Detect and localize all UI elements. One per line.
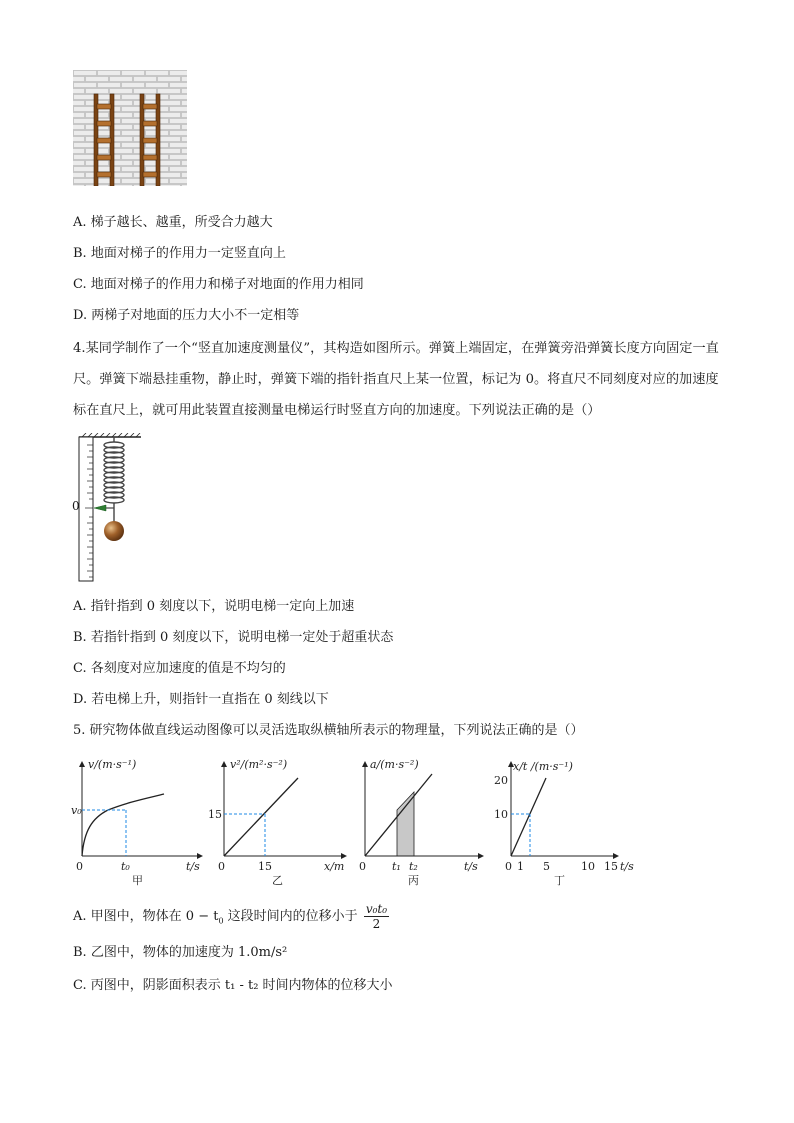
q4-option-a: A. 指针指到 0 刻度以下，说明电梯一定向上加速 — [73, 599, 355, 614]
ding-line — [511, 778, 546, 856]
bing-caption: 丙 — [408, 874, 419, 886]
bing-ylabel: a/(m·s⁻²) — [370, 758, 419, 771]
fraction-numerator: v₀t₀ — [365, 902, 388, 916]
q5-option-b: B. 乙图中，物体的加速度为 1.0m/s² — [73, 945, 288, 960]
bing-shaded-area — [397, 792, 414, 856]
bing-xlabel: t/s — [464, 860, 478, 873]
q3-option-b: B. 地面对梯子的作用力一定竖直向上 — [73, 246, 286, 261]
jia-curve — [82, 794, 164, 856]
graph-bing — [359, 758, 483, 886]
ding-x-5: 5 — [543, 860, 550, 873]
q3-option-d: D. 两梯子对地面的压力大小不一定相等 — [73, 308, 300, 323]
ding-x-1: 1 — [517, 860, 524, 873]
ding-x-10: 10 — [581, 860, 595, 873]
ladder-figure — [73, 70, 187, 186]
jia-ylabel: v/(m·s⁻¹) — [88, 758, 137, 771]
bing-origin: 0 — [359, 860, 366, 873]
fraction-denominator: 2 — [372, 917, 381, 931]
q5-graphs — [68, 756, 638, 886]
spring-gauge-figure — [73, 433, 145, 583]
ladder-right — [140, 94, 160, 186]
q5-option-c: C. 丙图中，阴影面积表示 t₁ - t₂ 时间内物体的位移大小 — [73, 978, 393, 993]
q5-option-a-pre: A. 甲图中，物体在 0 − t — [73, 909, 219, 924]
q5-stem: 5. 研究物体做直线运动图像可以灵活选取纵横轴所表示的物理量，下列说法正确的是（） — [73, 723, 584, 738]
bing-t2: t₂ — [409, 860, 418, 873]
yi-caption: 乙 — [272, 874, 283, 886]
jia-caption: 甲 — [132, 874, 143, 886]
graph-yi — [208, 758, 346, 886]
pointer — [94, 505, 106, 511]
jia-y0: v₀ — [71, 804, 82, 817]
ding-x-0: 0 — [505, 860, 512, 873]
q3-option-a: A. 梯子越长、越重，所受合力越大 — [73, 215, 273, 230]
bing-t1: t₁ — [392, 860, 401, 873]
q3-option-c: C. 地面对梯子的作用力和梯子对地面的作用力相同 — [73, 277, 364, 292]
ding-xlabel: t/s — [620, 860, 634, 873]
jia-x0: t₀ — [121, 860, 130, 873]
q4-stem: 4.某同学制作了一个“竖直加速度测量仪”，其构造如图所示。弹簧上端固定，在弹簧旁沿弹簧长度方向固定一直尺。弹簧下端悬挂重物，静止时，弹簧下端的指针指直尺上某一位置，标记为 0。将直尺不同刻度对应的加速度标在直尺上，就可用此装置直接测量电梯运行时竖直方向的加速度。下列说法正确的是（） — [73, 341, 719, 418]
ding-y20: 20 — [494, 774, 508, 787]
graph-ding — [494, 760, 634, 886]
weight-ball — [104, 521, 124, 541]
yi-xtick: 15 — [258, 860, 272, 873]
q5-option-a-mid: 这段时间内的位移小于 — [223, 909, 358, 924]
spring-coil — [104, 437, 124, 523]
q5-option-a-sub: 0 — [218, 916, 224, 926]
ding-caption: 丁 — [554, 874, 565, 886]
jia-origin: 0 — [76, 860, 83, 873]
ruler — [79, 437, 93, 581]
q4-option-b: B. 若指针指到 0 刻度以下，说明电梯一定处于超重状态 — [73, 630, 394, 645]
fraction-v0t0-over-2 — [364, 902, 389, 931]
yi-origin: 0 — [218, 860, 225, 873]
q4-option-c: C. 各刻度对应加速度的值是不均匀的 — [73, 661, 286, 676]
yi-xlabel: x/m — [324, 860, 345, 873]
ladder-left — [94, 94, 114, 186]
ding-x-15: 15 — [604, 860, 618, 873]
ding-y10: 10 — [494, 808, 508, 821]
graph-jia — [71, 758, 202, 886]
jia-xlabel: t/s — [186, 860, 200, 873]
yi-line — [224, 778, 298, 856]
yi-ytick: 15 — [208, 808, 222, 821]
zero-mark-label: 0 — [72, 499, 80, 513]
ding-ylabel: x/t /(m·s⁻¹) — [513, 760, 573, 773]
q4-option-d: D. 若电梯上升，则指针一直指在 0 刻线以下 — [73, 692, 329, 707]
q5-option-a — [73, 902, 389, 937]
yi-ylabel: v²/(m²·s⁻²) — [230, 758, 288, 771]
